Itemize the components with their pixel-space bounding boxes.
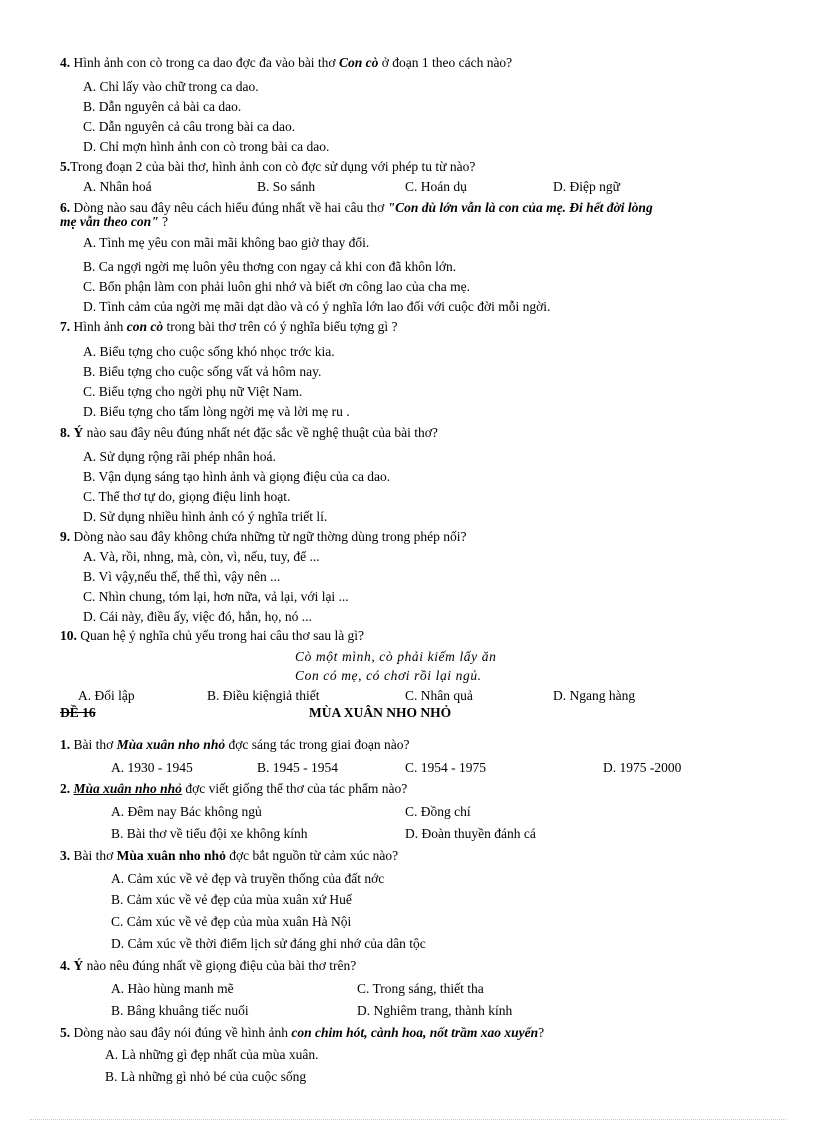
option-a: A. Cảm xúc về vẻ đẹp và truyền thống của đất nớc <box>111 871 385 886</box>
question-number: 5. <box>60 159 71 174</box>
question-8 <box>60 425 438 441</box>
option-d: D. Chỉ mợn hình ảnh con cò trong bài ca dao. <box>83 139 330 154</box>
key-phrase: con chim hót, cành hoa, nốt trầm xao xuyến <box>291 1025 539 1040</box>
option-d: D. Cảm xúc về thời điểm lịch sử đáng ghi nhớ của dân tộc <box>111 936 426 951</box>
question-text: Dòng nào sau đây nêu cách hiểu đúng nhất về hai câu thơ <box>70 200 388 215</box>
option-d: D. 1975 -2000 <box>603 760 682 775</box>
option-a: A. 1930 - 1945 <box>111 760 193 775</box>
option-d: D. Đoàn thuyền đánh cá <box>405 826 536 841</box>
question-10 <box>60 628 364 644</box>
question-5 <box>60 159 475 175</box>
question-text-end: ở đoạn 1 theo cách nào? <box>378 55 513 70</box>
option-b: B. Ca ngợi ngời mẹ luôn yêu thơng con ngay cả khi con đã khôn lớn. <box>83 259 457 274</box>
question-number: 3. <box>60 848 71 863</box>
option-b: B. Là những gì nhỏ bé của cuộc sống <box>105 1069 307 1084</box>
question-text-end: trong bài thơ trên có ý nghĩa biểu tợng gì ? <box>163 319 398 334</box>
section-question-5 <box>60 1025 544 1041</box>
option-c: C. Thể thơ tự do, giọng điệu linh hoạt. <box>83 489 291 504</box>
question-number: 8. <box>60 425 74 440</box>
option-b: B. Bài thơ về tiểu đội xe không kính <box>111 826 308 841</box>
verse-line-1: Cò một mình, cò phải kiếm lấy ăn <box>295 649 497 664</box>
verse-line-2: Con có mẹ, có chơi rồi lại ngủ. <box>295 668 482 683</box>
page-border <box>30 1119 786 1120</box>
question-6-cont <box>60 214 168 230</box>
option-a: A. Sử dụng rộng rãi phép nhân hoá. <box>83 449 276 464</box>
question-number: 4. <box>60 55 71 70</box>
question-text: Bài thơ <box>70 848 117 863</box>
question-text: Hình ảnh <box>70 319 127 334</box>
key-phrase: con cò <box>126 319 164 334</box>
question-text: Dòng nào sau đây không chứa những từ ngữ thờng dùng trong phép nối? <box>70 529 467 544</box>
quoted-verse-end: mẹ vẫn theo con" <box>60 214 159 229</box>
question-number: 6. <box>60 200 71 215</box>
question-text-end: đợc sáng tác trong giai đoạn nào? <box>225 737 410 752</box>
option-b: B. Cảm xúc về vẻ đẹp của mùa xuân xứ Huế <box>111 892 352 907</box>
poem-title: Mùa xuân nho nhỏ <box>116 737 226 752</box>
option-a: A. Hào hùng manh mẽ <box>111 981 234 996</box>
option-b: B. 1945 - 1954 <box>257 760 338 775</box>
option-a: A. Nhân hoá <box>83 179 152 194</box>
question-text: Hình ảnh con cò trong ca dao đợc đa vào bài thơ <box>70 55 339 70</box>
option-a: A. Đối lập <box>78 688 135 703</box>
option-a: A. Tình mẹ yêu con mãi mãi không bao giờ thay đổi. <box>83 235 370 250</box>
question-number: 9. <box>60 529 71 544</box>
question-number: 4. <box>60 958 74 973</box>
option-c: C. Dẫn nguyên cả câu trong bài ca dao. <box>83 119 296 134</box>
option-b: B. Biểu tợng cho cuộc sống vất vả hôm nay. <box>83 364 322 379</box>
option-d: D. Điệp ngữ <box>553 179 620 194</box>
option-d: D. Ngang hàng <box>553 688 636 703</box>
option-d: D. Tình cảm của ngời mẹ mãi dạt dào và có ý nghĩa lớn lao đối với cuộc đời mỗi ngời. <box>83 299 551 314</box>
quoted-verse: "Con dù lớn vẫn là con của mẹ. Đi hết đời lòng <box>387 200 653 215</box>
option-c: C. Hoán dụ <box>405 179 467 194</box>
question-text-end: ? <box>538 1025 545 1040</box>
question-text-end: ? <box>158 214 168 229</box>
section-label: ĐỀ 16 <box>60 705 96 720</box>
option-b: B. Vì vậy,nếu thế, thế thì, vậy nên ... <box>83 569 281 584</box>
poem-title: Mùa xuân nho nhỏ <box>116 848 226 863</box>
question-text: nào nêu đúng nhất về giọng điệu của bài thơ trên? <box>83 958 357 973</box>
option-d: D. Biểu tợng cho tấm lòng ngời mẹ và lời mẹ ru . <box>83 404 350 419</box>
option-c: C. 1954 - 1975 <box>405 760 486 775</box>
poem-title: Mùa xuân nho nhỏ <box>73 781 182 796</box>
option-b: B. Vận dụng sáng tạo hình ảnh và giọng điệu của ca dao. <box>83 469 391 484</box>
option-b: B. Bâng khuâng tiếc nuối <box>111 1003 249 1018</box>
question-lead: Ý <box>73 958 84 973</box>
poem-title: Con cò <box>338 55 379 70</box>
question-text: Quan hệ ý nghĩa chủ yếu trong hai câu thơ sau là gì? <box>76 628 365 643</box>
section-title: MÙA XUÂN NHO NHỎ <box>309 705 452 720</box>
question-number: 10. <box>60 628 77 643</box>
question-4 <box>60 55 512 71</box>
option-c: C. Bổn phận làm con phải luôn ghi nhớ và biết ơn công lao của cha mẹ. <box>83 279 470 294</box>
section-question-1 <box>60 737 410 753</box>
option-d: D. Sử dụng nhiều hình ảnh có ý nghĩa triết lí. <box>83 509 328 524</box>
option-c: C. Nhìn chung, tóm lại, hơn nữa, vả lại, với lại ... <box>83 589 349 604</box>
question-number: 2. <box>60 781 71 796</box>
option-a: A. Là những gì đẹp nhất của mùa xuân. <box>105 1047 319 1062</box>
option-c: C. Nhân quả <box>405 688 473 703</box>
option-d: D. Nghiêm trang, thành kính <box>357 1003 513 1018</box>
question-9 <box>60 529 466 545</box>
question-7 <box>60 319 397 335</box>
question-text: Trong đoạn 2 của bài thơ, hình ảnh con cò đợc sử dụng với phép tu từ nào? <box>70 159 476 174</box>
option-a: A. Và, rồi, nhng, mà, còn, vì, nếu, tuy, để ... <box>83 549 320 564</box>
option-d: D. Cái này, điều ấy, việc đó, hắn, họ, nó ... <box>83 609 312 624</box>
question-text-end: đợc bắt nguồn từ cảm xúc nào? <box>225 848 399 863</box>
option-a: A. Biểu tợng cho cuộc sống khó nhọc trớc kia. <box>83 344 335 359</box>
option-c: C. Đồng chí <box>405 804 471 819</box>
question-number: 5. <box>60 1025 71 1040</box>
option-c: C. Trong sáng, thiết tha <box>357 981 484 996</box>
option-a: A. Chỉ lấy vào chữ trong ca dao. <box>83 79 259 94</box>
section-question-4 <box>60 958 356 974</box>
section-question-3 <box>60 848 398 864</box>
question-text-end: đợc viết giống thể thơ của tác phẩm nào? <box>181 781 408 796</box>
question-lead: Ý <box>73 425 84 440</box>
option-c: C. Biểu tợng cho ngời phụ nữ Việt Nam. <box>83 384 303 399</box>
question-text: Dòng nào sau đây nói đúng về hình ảnh <box>70 1025 292 1040</box>
option-b: B. So sánh <box>257 179 316 194</box>
option-b: B. Điều kiệngiả thiết <box>207 688 320 703</box>
question-number: 7. <box>60 319 71 334</box>
question-number: 1. <box>60 737 71 752</box>
question-text: Bài thơ <box>70 737 117 752</box>
option-b: B. Dẫn nguyên cả bài ca dao. <box>83 99 242 114</box>
option-c: C. Cảm xúc về vẻ đẹp của mùa xuân Hà Nội <box>111 914 352 929</box>
section-question-2 <box>60 781 407 797</box>
question-text: nào sau đây nêu đúng nhất nét đặc sắc về nghệ thuật của bài thơ? <box>83 425 438 440</box>
option-a: A. Đêm nay Bác không ngủ <box>111 804 262 819</box>
